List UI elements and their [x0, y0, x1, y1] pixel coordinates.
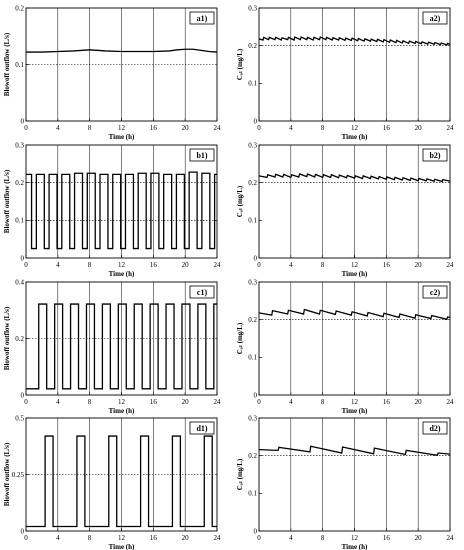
y-tick-label: 0.3 — [248, 278, 257, 287]
x-tick-label: 0 — [24, 398, 28, 406]
y-tick-label: 0 — [20, 527, 24, 536]
x-tick-label: 20 — [181, 534, 189, 542]
x-tick-label: 0 — [24, 261, 28, 269]
y-tick-label: 0.4 — [15, 278, 24, 287]
x-tick-label: 24 — [446, 534, 454, 542]
x-tick-label: 0 — [257, 124, 261, 132]
y-axis-label: Cₐₗ (mg/L) — [236, 48, 244, 81]
panel-label: d1) — [196, 423, 208, 433]
x-tick-label: 8 — [320, 534, 325, 542]
y-tick-label: 0.2 — [15, 179, 24, 188]
x-tick-label: 8 — [320, 398, 325, 406]
y-tick-label: 0.2 — [248, 179, 257, 188]
x-tick-label: 24 — [213, 261, 221, 269]
y-tick-label: 0.2 — [15, 4, 24, 13]
x-tick-label: 20 — [181, 261, 189, 269]
y-axis-label: Cₐₗ (mg/L) — [236, 322, 244, 355]
x-axis-label: Time (h) — [341, 270, 368, 278]
x-tick-label: 8 — [87, 261, 92, 269]
panel-label: a1) — [196, 13, 208, 23]
x-tick-label: 4 — [56, 534, 60, 542]
x-tick-label: 12 — [118, 534, 125, 542]
x-tick-label: 0 — [257, 534, 261, 542]
y-tick-label: 0 — [20, 254, 24, 263]
y-axis-label: Blowoff outflow (L/s) — [3, 32, 11, 97]
x-tick-label: 16 — [382, 261, 390, 269]
y-axis-label: Blowoff outflow (L/s) — [3, 169, 11, 234]
x-tick-label: 4 — [56, 124, 60, 132]
x-tick-label: 12 — [118, 124, 125, 132]
chart-b2 — [236, 141, 454, 278]
x-tick-label: 0 — [24, 124, 28, 132]
x-tick-label: 16 — [382, 124, 390, 132]
x-tick-label: 12 — [351, 398, 358, 406]
x-tick-label: 20 — [414, 398, 422, 406]
x-tick-label: 0 — [24, 534, 28, 542]
x-tick-label: 8 — [320, 261, 325, 269]
y-tick-label: 0.1 — [15, 216, 24, 225]
chart-a2 — [236, 4, 454, 141]
y-tick-label: 0.2 — [15, 334, 24, 343]
x-axis-label: Time (h) — [341, 543, 368, 550]
y-tick-label: 0.2 — [248, 42, 257, 51]
x-axis-label: Time (h) — [108, 133, 135, 141]
y-tick-label: 0.1 — [15, 60, 24, 69]
x-tick-label: 20 — [181, 398, 189, 406]
y-tick-label: 0 — [253, 527, 257, 536]
y-tick-label: 0 — [253, 254, 257, 263]
x-tick-label: 20 — [414, 534, 422, 542]
y-tick-label: 0.2 — [248, 316, 257, 325]
x-tick-label: 24 — [446, 261, 454, 269]
y-axis-label: Blowoff outflow (L/s) — [3, 442, 11, 507]
x-tick-label: 4 — [56, 261, 60, 269]
x-tick-label: 24 — [446, 124, 454, 132]
x-axis-label: Time (h) — [108, 543, 135, 550]
x-tick-label: 16 — [382, 398, 390, 406]
y-tick-label: 0.1 — [248, 489, 257, 498]
x-tick-label: 20 — [181, 124, 189, 132]
y-axis-label: Blowoff outflow (L/s) — [3, 306, 11, 371]
x-axis-label: Time (h) — [108, 407, 135, 415]
x-tick-label: 8 — [320, 124, 325, 132]
x-tick-label: 24 — [446, 398, 454, 406]
x-tick-label: 8 — [87, 124, 92, 132]
x-tick-label: 8 — [87, 398, 92, 406]
y-tick-label: 0.1 — [248, 79, 257, 88]
y-tick-label: 0 — [253, 391, 257, 400]
x-tick-label: 4 — [289, 534, 293, 542]
x-tick-label: 20 — [414, 124, 422, 132]
chart-c1 — [3, 278, 221, 415]
x-tick-label: 12 — [351, 534, 358, 542]
x-tick-label: 4 — [289, 261, 293, 269]
panel-label: d2) — [429, 423, 441, 433]
x-tick-label: 16 — [149, 534, 157, 542]
x-tick-label: 12 — [351, 124, 358, 132]
x-tick-label: 0 — [257, 261, 261, 269]
y-tick-label: 0 — [20, 391, 24, 400]
x-axis-label: Time (h) — [341, 133, 368, 141]
x-tick-label: 12 — [118, 398, 125, 406]
x-tick-label: 16 — [149, 398, 157, 406]
y-tick-label: 0.3 — [248, 141, 257, 150]
panel-label: c1) — [196, 287, 208, 297]
x-tick-label: 0 — [257, 398, 261, 406]
chart-b1 — [3, 141, 221, 278]
chart-d2 — [236, 414, 454, 550]
x-tick-label: 12 — [118, 261, 125, 269]
panel-label: b1) — [196, 150, 208, 160]
x-tick-label: 12 — [351, 261, 358, 269]
x-axis-label: Time (h) — [108, 270, 135, 278]
chart-d1 — [3, 414, 221, 550]
x-tick-label: 4 — [289, 124, 293, 132]
x-tick-label: 24 — [213, 124, 221, 132]
y-tick-label: 0.3 — [15, 141, 24, 150]
x-tick-label: 20 — [414, 261, 422, 269]
panel-label: b2) — [429, 150, 441, 160]
x-tick-label: 16 — [149, 124, 157, 132]
chart-c2 — [236, 278, 454, 415]
y-tick-label: 0.2 — [248, 452, 257, 461]
x-tick-label: 4 — [56, 398, 60, 406]
chart-a1 — [3, 4, 221, 141]
y-tick-label: 0.3 — [248, 4, 257, 13]
y-tick-label: 0.5 — [15, 414, 24, 423]
x-tick-label: 8 — [87, 534, 92, 542]
y-tick-label: 0.1 — [248, 216, 257, 225]
panel-label: a2) — [429, 13, 441, 23]
y-tick-label: 0 — [20, 117, 24, 126]
panel-label: c2) — [429, 287, 441, 297]
y-tick-label: 0 — [253, 117, 257, 126]
y-tick-label: 0.25 — [11, 470, 24, 479]
x-tick-label: 16 — [382, 534, 390, 542]
y-axis-label: Cₐₗ (mg/L) — [236, 458, 244, 491]
y-tick-label: 0.1 — [248, 353, 257, 362]
y-axis-label: Cₐₗ (mg/L) — [236, 185, 244, 218]
x-tick-label: 4 — [289, 398, 293, 406]
y-tick-label: 0.3 — [248, 414, 257, 423]
x-tick-label: 24 — [213, 398, 221, 406]
x-axis-label: Time (h) — [341, 407, 368, 415]
x-tick-label: 24 — [213, 534, 221, 542]
x-tick-label: 16 — [149, 261, 157, 269]
